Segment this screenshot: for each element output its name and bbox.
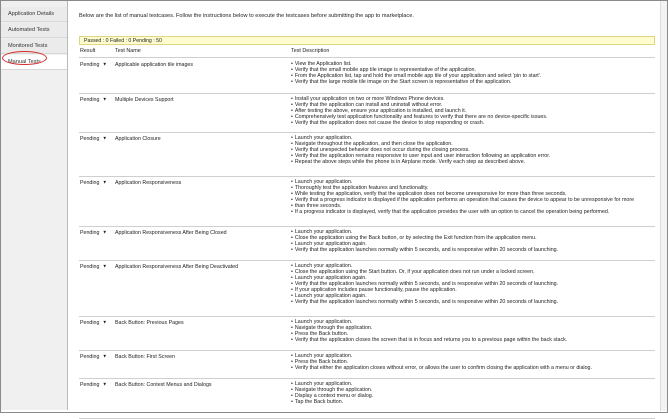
description-step: • Verify that the application launches normally within 5 seconds, and is responsive within 20 seconds of launching. (291, 299, 659, 305)
description-step: • Navigate through the application. (291, 325, 659, 331)
description-step: • Verify that the application launches normally within 5 seconds, and is responsive within 20 seconds of launching. (291, 281, 659, 287)
table-row (79, 58, 655, 94)
description-step: • Thoroughly test the application features and functionality. (291, 185, 659, 191)
summary-bar: Passed : 0 Failed : 0 Pending : 50 (79, 36, 655, 45)
description-step: • Verify that the application does not cause the device to stop responding or crash. (291, 120, 659, 126)
chevron-down-icon[interactable]: ▼ (102, 179, 107, 185)
sidebar-item-manual-tests[interactable]: Manual Tests (1, 55, 67, 70)
description-step: • While testing the application, verify that the application does not become unresponsive for more than three seconds. (291, 191, 659, 197)
description-step: • Comprehensively test application functionality and features to verify that there are no device-specific issues. (291, 114, 659, 120)
test-description (291, 381, 659, 405)
test-description (291, 179, 659, 215)
test-name: Application Responsiveness After Being Deactivated (115, 264, 239, 270)
description-step: • Launch your application. (291, 263, 659, 269)
result-dropdown[interactable] (80, 264, 107, 270)
result-value: Pending (80, 320, 100, 326)
result-dropdown[interactable] (80, 320, 107, 326)
result-value: Pending (80, 354, 100, 360)
description-step: • Verify that the application closes the screen that is in focus and returns you to a previous page within the back stack. (291, 337, 659, 343)
description-step: • Verify that either the application closes without error, or allows the user to confirm closing the application with a menu or dialog. (291, 365, 659, 371)
test-name: Multiple Devices Support (115, 97, 174, 103)
sidebar-item-application-details[interactable]: Application Details (1, 7, 67, 22)
chevron-down-icon[interactable]: ▼ (102, 353, 107, 359)
column-header-result: Result (80, 48, 96, 54)
description-step: • Launch your application again. (291, 293, 659, 299)
description-step: • If a progress indicator is displayed, verify that the application provides the user with an option to cancel the operation being performed. (291, 209, 659, 215)
description-step: • Press the Back button. (291, 331, 659, 337)
description-step: • Verify that a progress indicator is displayed if the application performs an operation that causes the device to appear to be unresponsive for more (291, 197, 659, 203)
description-step: • View the Application list. (291, 61, 659, 67)
main-panel (73, 1, 661, 411)
description-step: • Verify that the application remains responsive to user input and user interaction following an application error. (291, 153, 659, 159)
description-step: • Navigate through the application. (291, 387, 659, 393)
result-dropdown[interactable] (80, 136, 107, 142)
vertical-scrollbar[interactable] (660, 1, 667, 411)
test-description (291, 319, 659, 343)
chevron-down-icon[interactable]: ▼ (102, 229, 107, 235)
test-description (291, 135, 659, 165)
description-step: • Verify that the small mobile app tile image is representative of the application. (291, 67, 659, 73)
chevron-down-icon[interactable]: ▼ (102, 319, 107, 325)
chevron-down-icon[interactable]: ▼ (102, 61, 107, 67)
test-description (291, 61, 659, 85)
table-row (79, 316, 655, 351)
description-step: • After testing the above, ensure your application is installed, and launch it. (291, 108, 659, 114)
sidebar-item-monitored-tests[interactable]: Monitored Tests (1, 39, 67, 54)
result-value: Pending (80, 382, 100, 388)
description-step: • Verify that the application launches normally within 5 seconds, and is responsive within 20 seconds of launching. (291, 247, 659, 253)
result-value: Pending (80, 264, 100, 270)
test-description (291, 229, 659, 253)
description-step: • If your application includes pause functionality, pause the application. (291, 287, 659, 293)
result-value: Pending (80, 230, 100, 236)
table-row (79, 176, 655, 227)
description-step: • Verify that unexpected behavior does not occur during the closing process. (291, 147, 659, 153)
description-step: • From the Application list, tap and hold the small mobile app tile of your application and select 'pin to start'. (291, 73, 659, 79)
chevron-down-icon[interactable]: ▼ (102, 96, 107, 102)
test-name: Back Button: First Screen (115, 354, 176, 360)
description-step: • Launch your application. (291, 353, 659, 359)
description-step: • Launch your application. (291, 381, 659, 387)
result-dropdown[interactable] (80, 354, 107, 360)
chevron-down-icon[interactable]: ▼ (102, 263, 107, 269)
column-header-description: Test Description (291, 48, 330, 54)
description-step: • Display a context menu or dialog. (291, 393, 659, 399)
description-step: • Verify that the large mobile tile image on the Start screen is representative of the application. (291, 79, 659, 85)
table-row (79, 226, 655, 261)
description-step: • Repeat the above steps while the phone is in Airplane mode. Verify each step as described above. (291, 159, 659, 165)
test-name: Application Responsiveness (115, 180, 182, 186)
result-value: Pending (80, 62, 100, 68)
table-row (79, 93, 655, 133)
description-step: • Launch your application again. (291, 275, 659, 281)
description-step: • Close the application using the Start button. Or, if your application does not run under a locked screen. (291, 269, 659, 275)
test-name: Back Button: Context Menus and Dialogs (115, 382, 212, 388)
description-step: • Tap the Back button. (291, 399, 659, 405)
result-dropdown[interactable] (80, 97, 107, 103)
result-dropdown[interactable] (80, 180, 107, 186)
result-value: Pending (80, 136, 100, 142)
description-step: • Verify that the application can install and uninstall without error. (291, 102, 659, 108)
description-step: • Close the application using the Back button, or by selecting the Exit function from the application menu. (291, 235, 659, 241)
description-step: • Launch your application. (291, 135, 659, 141)
chevron-down-icon[interactable]: ▼ (102, 381, 107, 387)
description-step: • Install your application on two or more Windows Phone devices. (291, 96, 659, 102)
chevron-down-icon[interactable]: ▼ (102, 135, 107, 141)
description-step: • Navigate throughout the application, and then close the application. (291, 141, 659, 147)
result-dropdown[interactable] (80, 382, 107, 388)
table-row (79, 350, 655, 379)
column-header-name: Test Name (115, 48, 141, 54)
test-name: Application Responsiveness After Being Closed (115, 230, 227, 236)
description-step: • Launch your application. (291, 179, 659, 185)
test-description (291, 96, 659, 126)
result-dropdown[interactable] (80, 62, 107, 68)
test-description (291, 263, 659, 305)
test-name: Application Closure (115, 136, 161, 142)
description-step: • Press the Back button. (291, 359, 659, 365)
highlight-oval (2, 51, 47, 65)
description-step: • Launch your application. (291, 319, 659, 325)
result-value: Pending (80, 180, 100, 186)
description-step: • than three seconds. (291, 203, 659, 209)
description-step: • Launch your application again. (291, 241, 659, 247)
result-dropdown[interactable] (80, 230, 107, 236)
table-row (79, 260, 655, 317)
sidebar-item-automated-tests[interactable]: Automated Tests (1, 23, 67, 38)
table-row (79, 132, 655, 177)
test-name: Applicable application tile images (115, 62, 194, 68)
test-name: Back Button: Previous Pages (115, 320, 184, 326)
result-value: Pending (80, 97, 100, 103)
intro-text: Below are the list of manual testcases. Follow the instructions below to execute the testcases before submitting the app to marketplace. (79, 13, 414, 19)
test-description (291, 353, 659, 371)
description-step: • Launch your application. (291, 229, 659, 235)
